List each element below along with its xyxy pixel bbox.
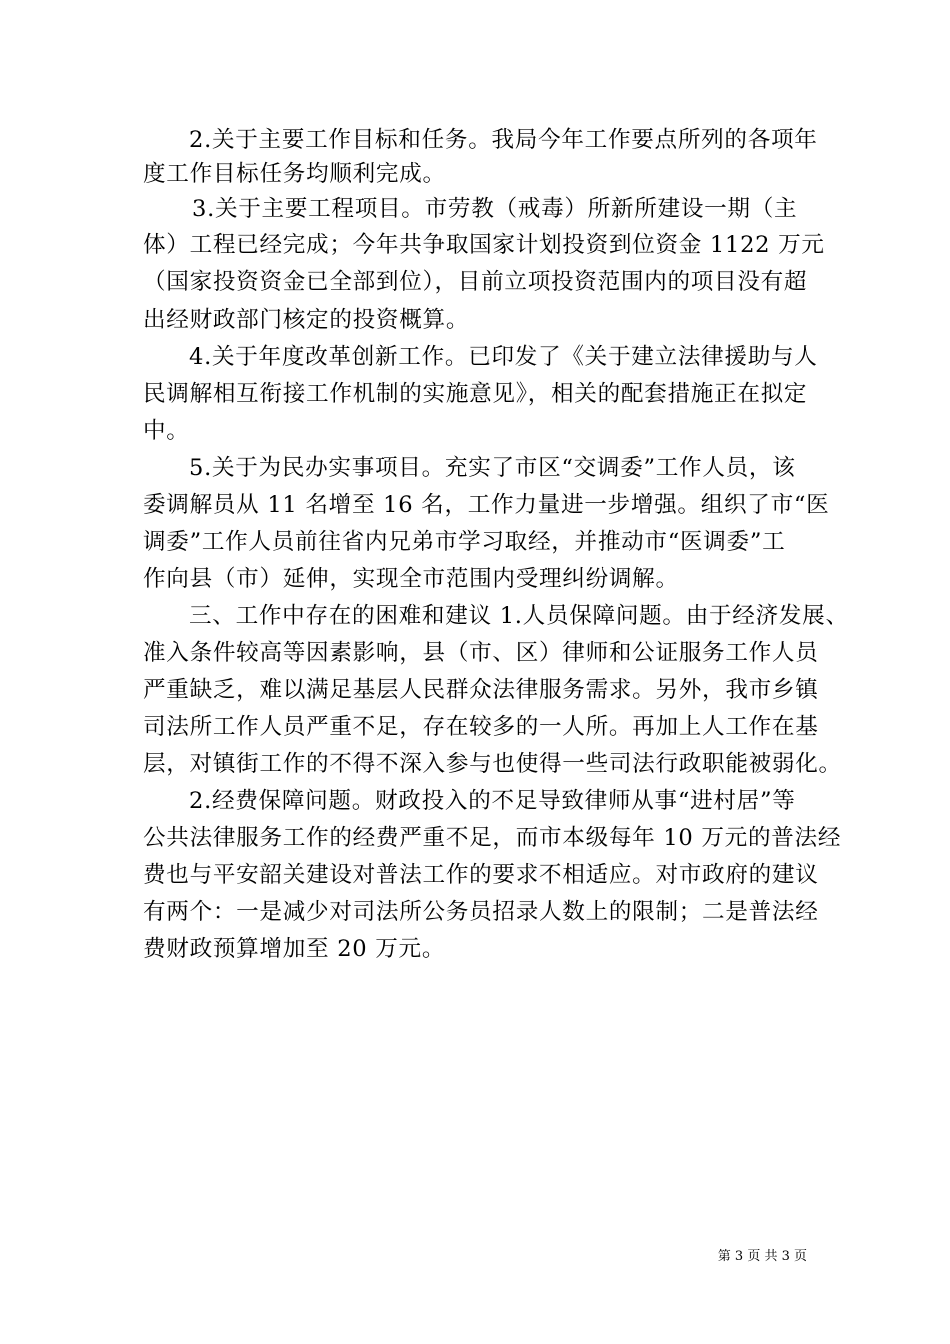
text-line-10: 5.关于为民办实事项目。充实了市区“交调委”工作人员，该 xyxy=(189,455,796,481)
text-line-13: 作向县（市）延伸，实现全市范围内受理纠纷调解。 xyxy=(143,566,679,592)
text-line-11: 委调解员从 11 名增至 16 名，工作力量进一步增强。组织了市“医 xyxy=(143,492,830,518)
text-line-23: 费财政预算增加至 20 万元。 xyxy=(143,936,446,962)
text-line-19: 2.经费保障问题。财政投入的不足导致律师从事“进村居”等 xyxy=(189,788,796,814)
text-line-20: 公共法律服务工作的经费严重不足，而市本级每年 10 万元的普法经 xyxy=(143,825,842,851)
text-line-1: 2.关于主要工作目标和任务。我局今年工作要点所列的各项年 xyxy=(189,127,818,153)
text-line-2: 度工作目标任务均顺利完成。 xyxy=(143,161,446,187)
text-line-17: 司法所工作人员严重不足，存在较多的一人所。再加上人工作在基 xyxy=(143,714,819,740)
text-line-12: 调委”工作人员前往省内兄弟市学习取经，并推动市“医调委”工 xyxy=(143,529,786,555)
text-line-9: 中。 xyxy=(143,418,190,444)
text-line-14: 三、工作中存在的困难和建议 1.人员保障问题。由于经济发展、 xyxy=(189,603,849,629)
text-line-7: 4.关于年度改革创新工作。已印发了《关于建立法律援助与人 xyxy=(189,344,818,370)
text-line-3: 3.关于主要工程项目。市劳教（戒毒）所新所建设一期（主 xyxy=(192,196,798,222)
text-line-6: 出经财政部门核定的投资概算。 xyxy=(143,307,470,333)
text-line-5: （国家投资资金已全部到位），目前立项投资范围内的项目没有超 xyxy=(143,269,808,295)
text-line-4: 体）工程已经完成；今年共争取国家计划投资到位资金 1122 万元 xyxy=(143,232,825,258)
text-line-15: 准入条件较高等因素影响，县（市、区）律师和公证服务工作人员 xyxy=(143,640,819,666)
page-footer: 第 3 页 共 3 页 xyxy=(717,1249,807,1264)
text-line-16: 严重缺乏，难以满足基层人民群众法律服务需求。另外，我市乡镇 xyxy=(143,677,819,703)
text-line-22: 有两个：一是减少对司法所公务员招录人数上的限制；二是普法经 xyxy=(143,899,819,925)
text-line-8: 民调解相互衔接工作机制的实施意见》，相关的配套措施正在拟定 xyxy=(143,381,808,407)
text-line-18: 层，对镇街工作的不得不深入参与也使得一些司法行政职能被弱化。 xyxy=(143,751,842,777)
text-line-21: 费也与平安韶关建设对普法工作的要求不相适应。对市政府的建议 xyxy=(143,862,819,888)
